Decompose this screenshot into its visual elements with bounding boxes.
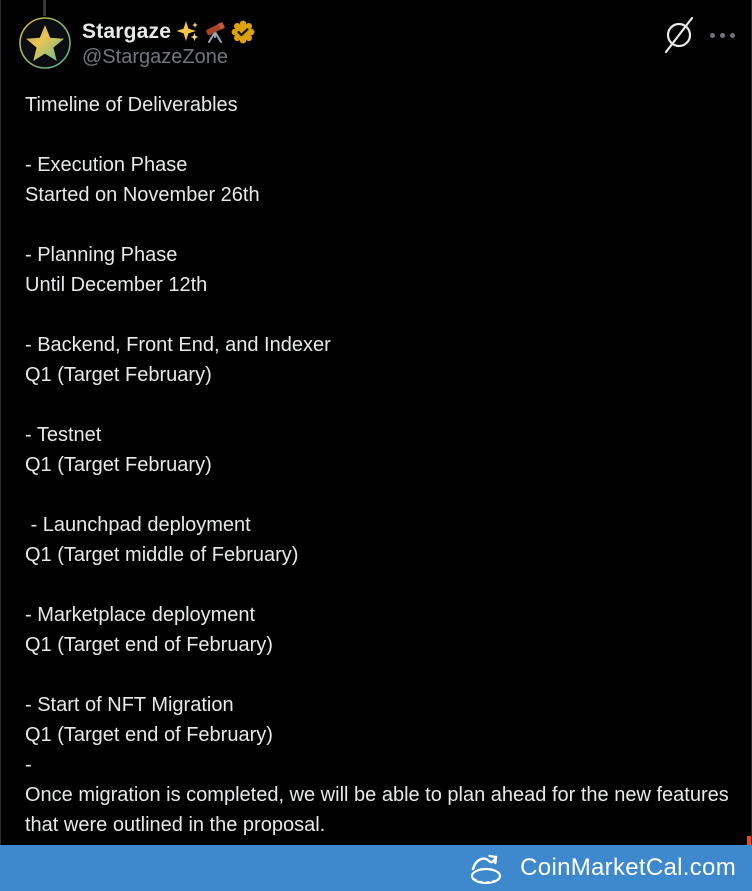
coinmarketcal-logo-icon: [469, 849, 509, 887]
author-name-emojis: [176, 20, 255, 44]
tweet-body-line: Q1 (Target middle of February): [25, 544, 299, 566]
stargaze-logo-icon: [19, 17, 71, 69]
tweet-body-line: - Marketplace deployment: [25, 604, 256, 626]
tweet-body-line: [25, 210, 729, 240]
author-row: [82, 19, 255, 45]
tweet-body-line: Timeline of Deliverables: [25, 94, 238, 116]
tweet-body-line: Q1 (Target end of February): [25, 634, 273, 656]
tweet-body-line: [25, 480, 729, 510]
gold-verified-badge-icon: [231, 20, 255, 44]
tweet-body-line: - Execution Phase: [25, 154, 188, 176]
tweet-body-line: - Backend, Front End, and Indexer: [25, 334, 331, 356]
tweet-body-line: Q1 (Target February): [25, 364, 212, 386]
avatar[interactable]: [19, 17, 71, 69]
tweet-body-line: [25, 300, 729, 330]
author-handle[interactable]: @StargazeZone: [82, 46, 228, 68]
tweet-body-line: - Testnet: [25, 424, 102, 446]
tweet-body-line: Q1 (Target February): [25, 454, 212, 476]
tweet-body-line: [25, 120, 729, 150]
tweet-body-line: Once migration is completed, we will be able to plan ahead for the new features that were outlined in the proposal.: [25, 784, 735, 836]
telescope-emoji-icon: [203, 20, 228, 44]
author-name[interactable]: Stargaze: [82, 20, 172, 43]
slashed-circle-icon[interactable]: [662, 15, 696, 58]
tweet-body-line: -: [25, 754, 32, 776]
tweet-body: [25, 90, 735, 840]
sparkles-emoji-icon: [176, 20, 200, 44]
more-options-icon[interactable]: [710, 15, 735, 38]
tweet-body-line: [25, 660, 729, 690]
footer-brand-text: CoinMarketCal.com: [520, 854, 736, 881]
header-icons: [662, 15, 735, 58]
tweet-body-line: Until December 12th: [25, 274, 208, 296]
tweet-body-line: - Start of NFT Migration: [25, 694, 234, 716]
thread-connector-line: [43, 0, 46, 16]
tweet-body-line: Started on November 26th: [25, 184, 260, 206]
scrollbar-artifact: [747, 836, 751, 845]
tweet-body-line: Q1 (Target end of February): [25, 724, 273, 746]
tweet-body-line: - Launchpad deployment: [25, 514, 251, 536]
tweet-body-line: - Planning Phase: [25, 244, 178, 266]
coinmarketcal-footer: [0, 845, 752, 891]
tweet-body-line: [25, 570, 729, 600]
tweet-body-line: [25, 390, 729, 420]
